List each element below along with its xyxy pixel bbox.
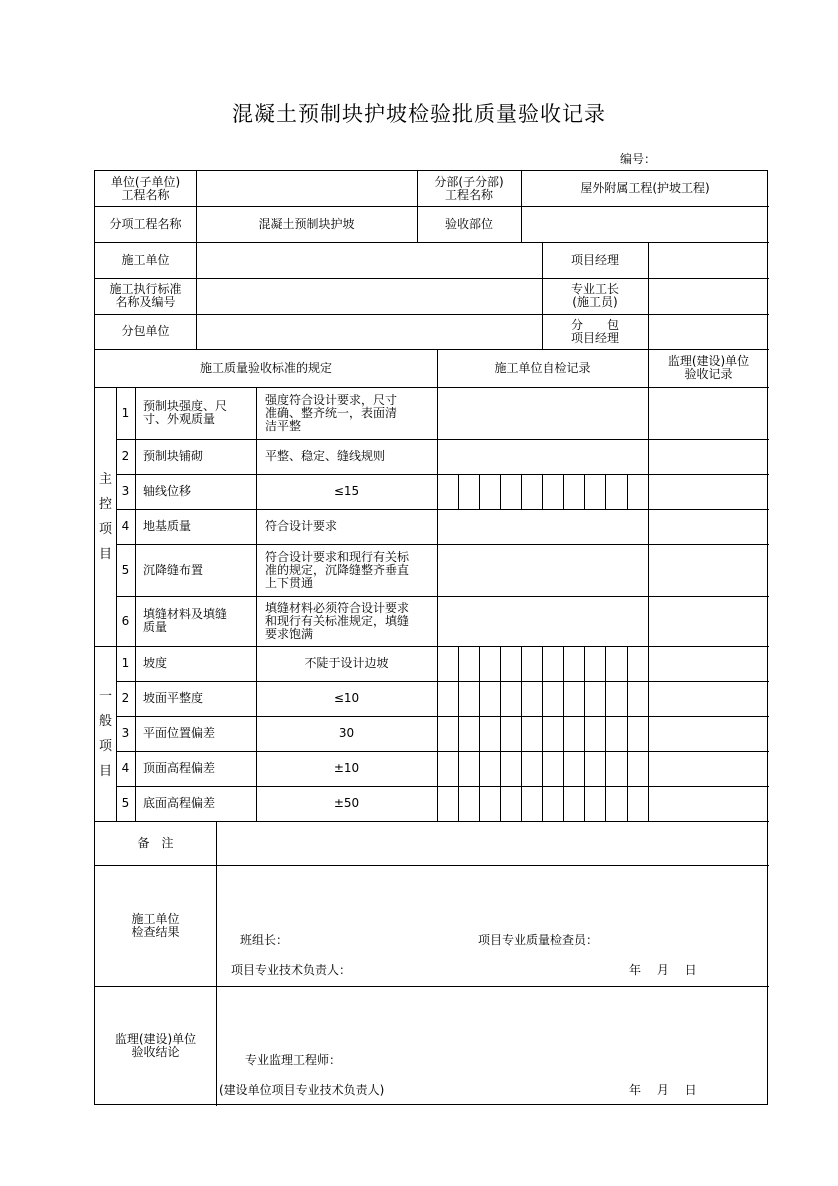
self-check-cell[interactable]: [521, 474, 542, 509]
item-spec: 符合设计要求和现行有关标 准的规定，沉降缝整齐垂直 上下贯通: [265, 549, 410, 590]
item-spec: 不陡于设计边坡: [304, 656, 389, 670]
self-check-cell[interactable]: [479, 786, 500, 821]
supervision-field[interactable]: [648, 474, 769, 509]
supervision-field[interactable]: [648, 681, 769, 716]
self-check-field[interactable]: [437, 544, 648, 596]
item-name: 坡度: [143, 656, 168, 670]
subcontract-field[interactable]: [196, 314, 542, 349]
project-manager-field[interactable]: [648, 242, 769, 278]
subitem-value[interactable]: 混凝土预制块护坡: [258, 216, 355, 231]
self-check-cell[interactable]: [542, 751, 563, 786]
item-name: 预制块强度、尺 寸、外观质量: [143, 399, 228, 426]
remarks-field[interactable]: [216, 821, 769, 865]
self-check-cell[interactable]: [542, 474, 563, 509]
self-check-cell[interactable]: [627, 646, 648, 681]
self-check-cell[interactable]: [605, 646, 627, 681]
self-check-field[interactable]: [437, 439, 648, 474]
item-number: 4: [121, 761, 130, 775]
self-check-cell[interactable]: [521, 646, 542, 681]
self-check-cell[interactable]: [437, 786, 458, 821]
supervision-date-label: 年 月 日: [629, 1083, 697, 1097]
quality-inspector-label: 项目专业质量检查员：: [478, 933, 599, 947]
standard-field[interactable]: [196, 278, 542, 314]
subitem-label: 分项工程名称: [109, 216, 182, 231]
general-items-label-char: 项: [98, 738, 112, 754]
self-check-cell[interactable]: [605, 716, 627, 751]
main-control-items-label: [95, 387, 116, 646]
self-check-cell[interactable]: [542, 716, 563, 751]
self-check-cell[interactable]: [479, 474, 500, 509]
subdivision-value[interactable]: 屋外附属工程(护坡工程): [580, 181, 710, 195]
doc-number-label: 编号：: [620, 152, 657, 166]
self-check-cell[interactable]: [563, 786, 584, 821]
supervision-column-header: 监理(建设)单位 验收记录: [667, 354, 750, 381]
construction-unit-label: 施工单位: [121, 252, 170, 267]
self-check-cell[interactable]: [458, 646, 479, 681]
unit-name-label: 单位(子单位) 工程名称: [110, 174, 181, 202]
supervision-field[interactable]: [648, 646, 769, 681]
item-name: 轴线位移: [143, 484, 192, 498]
self-check-cell[interactable]: [563, 474, 584, 509]
construction-check-label: 施工单位 检查结果: [131, 911, 180, 939]
general-items-label-char: 目: [98, 763, 112, 779]
self-check-cell[interactable]: [627, 716, 648, 751]
subcontract-label: 分包单位: [121, 324, 170, 338]
self-check-cell[interactable]: [479, 681, 500, 716]
self-check-cell[interactable]: [458, 474, 479, 509]
supervision-field[interactable]: [648, 786, 769, 821]
item-number: 2: [121, 449, 130, 463]
project-manager-label: 项目经理: [570, 252, 619, 267]
self-check-field[interactable]: [437, 509, 648, 544]
supervision-field[interactable]: [648, 751, 769, 786]
item-name: 坡面平整度: [143, 691, 204, 705]
self-check-cell[interactable]: [627, 751, 648, 786]
self-check-cell[interactable]: [563, 751, 584, 786]
self-check-cell[interactable]: [563, 716, 584, 751]
main-control-items-label-char: 项: [98, 521, 112, 537]
item-number: 3: [121, 726, 130, 740]
construction-date-label: 年 月 日: [629, 963, 697, 977]
construction-unit-field[interactable]: [196, 242, 542, 278]
self-check-cell[interactable]: [584, 716, 605, 751]
self-check-cell[interactable]: [458, 716, 479, 751]
owner-tech-leader-label: (建设单位项目专业技术负责人): [219, 1083, 385, 1097]
item-spec: 符合设计要求: [265, 519, 338, 533]
self-check-cell[interactable]: [627, 474, 648, 509]
item-number: 3: [121, 484, 130, 498]
self-check-column-header: 施工单位自检记录: [494, 360, 591, 375]
self-check-cell[interactable]: [584, 474, 605, 509]
self-check-cell[interactable]: [605, 751, 627, 786]
item-name: 顶面高程偏差: [143, 761, 216, 775]
self-check-cell[interactable]: [563, 646, 584, 681]
self-check-cell[interactable]: [605, 786, 627, 821]
self-check-cell[interactable]: [521, 751, 542, 786]
self-check-cell[interactable]: [437, 646, 458, 681]
supervision-field[interactable]: [648, 387, 769, 439]
self-check-cell[interactable]: [542, 681, 563, 716]
self-check-cell[interactable]: [437, 474, 458, 509]
item-name: 沉降缝布置: [143, 562, 204, 577]
self-check-cell[interactable]: [458, 681, 479, 716]
self-check-cell[interactable]: [584, 681, 605, 716]
self-check-field[interactable]: [437, 596, 648, 646]
item-number: 2: [121, 691, 130, 705]
item-spec: 30: [338, 726, 355, 740]
standard-column-header: 施工质量验收标准的规定: [199, 360, 332, 375]
item-number: 1: [121, 656, 130, 670]
self-check-cell[interactable]: [437, 716, 458, 751]
self-check-cell[interactable]: [500, 474, 521, 509]
item-number: 5: [121, 562, 130, 577]
standard-label: 施工执行标准 名称及编号: [109, 282, 182, 309]
item-number: 4: [121, 519, 130, 533]
self-check-cell[interactable]: [500, 681, 521, 716]
self-check-cell[interactable]: [500, 646, 521, 681]
supervision-field[interactable]: [648, 716, 769, 751]
subdivision-label: 分部(子分部) 工程名称: [434, 174, 504, 202]
self-check-field[interactable]: [437, 387, 648, 439]
item-name: 预制块铺砌: [143, 449, 204, 463]
item-spec: ±50: [333, 796, 360, 810]
tech-leader-label: 项目专业技术负责人：: [231, 963, 352, 977]
item-number: 5: [121, 796, 130, 810]
supervision-engineer-label: 专业监理工程师：: [245, 1053, 342, 1067]
item-name: 填缝材料及填缝 质量: [143, 607, 228, 634]
item-spec: 平整、稳定、缝线规则: [265, 449, 386, 463]
team-leader-label: 班组长：: [240, 933, 289, 947]
item-spec: 强度符合设计要求，尺寸 准确、整齐统一，表面清 洁平整: [265, 392, 398, 433]
item-name: 平面位置偏差: [143, 726, 216, 740]
item-spec: ≤10: [333, 691, 360, 705]
self-check-cell[interactable]: [437, 751, 458, 786]
main-control-items-label-char: 控: [98, 496, 112, 512]
subcontract-manager-label: 分 包 项目经理: [570, 317, 619, 345]
self-check-cell[interactable]: [479, 751, 500, 786]
self-check-cell[interactable]: [479, 716, 500, 751]
main-control-items-label-char: 主: [98, 471, 112, 487]
supervision-field[interactable]: [648, 509, 769, 544]
item-spec: ≤15: [333, 484, 360, 498]
self-check-cell[interactable]: [542, 786, 563, 821]
main-control-items-label-char: 目: [98, 546, 112, 562]
self-check-cell[interactable]: [521, 716, 542, 751]
foreman-label: 专业工长 (施工员): [570, 282, 619, 309]
page-title: 混凝土预制块护坡检验批质量验收记录: [232, 102, 606, 126]
self-check-cell[interactable]: [521, 786, 542, 821]
acceptance-part-field[interactable]: [521, 206, 769, 242]
item-spec: ±10: [333, 761, 360, 775]
self-check-cell[interactable]: [521, 681, 542, 716]
self-check-cell[interactable]: [458, 786, 479, 821]
item-number: 6: [121, 613, 130, 628]
inspection-form: [94, 170, 768, 1105]
self-check-cell[interactable]: [627, 681, 648, 716]
general-items-label-char: 一: [98, 688, 112, 704]
supervision-field[interactable]: [648, 439, 769, 474]
self-check-cell[interactable]: [542, 646, 563, 681]
subcontract-manager-field[interactable]: [648, 314, 769, 349]
supervision-field[interactable]: [648, 596, 769, 646]
self-check-cell[interactable]: [479, 646, 500, 681]
self-check-cell[interactable]: [437, 681, 458, 716]
self-check-cell[interactable]: [605, 474, 627, 509]
general-items-label-char: 般: [98, 713, 112, 729]
foreman-field[interactable]: [648, 278, 769, 314]
unit-name-field[interactable]: [196, 171, 417, 206]
item-spec: 填缝材料必须符合设计要求 和现行有关标准规定，填缝 要求饱满: [265, 600, 410, 641]
self-check-cell[interactable]: [500, 786, 521, 821]
remarks-label: 备 注: [137, 835, 174, 850]
self-check-cell[interactable]: [584, 751, 605, 786]
general-items-label: [95, 646, 116, 821]
self-check-cell[interactable]: [500, 716, 521, 751]
self-check-cell[interactable]: [605, 681, 627, 716]
item-number: 1: [121, 405, 130, 420]
self-check-cell[interactable]: [500, 751, 521, 786]
supervision-conclusion-label: 监理(建设)单位 验收结论: [114, 1032, 197, 1059]
self-check-cell[interactable]: [584, 786, 605, 821]
acceptance-part-label: 验收部位: [444, 216, 493, 231]
self-check-cell[interactable]: [627, 786, 648, 821]
self-check-cell[interactable]: [563, 681, 584, 716]
item-name: 地基质量: [143, 519, 192, 533]
self-check-cell[interactable]: [584, 646, 605, 681]
supervision-field[interactable]: [648, 544, 769, 596]
item-name: 底面高程偏差: [143, 796, 216, 810]
self-check-cell[interactable]: [458, 751, 479, 786]
